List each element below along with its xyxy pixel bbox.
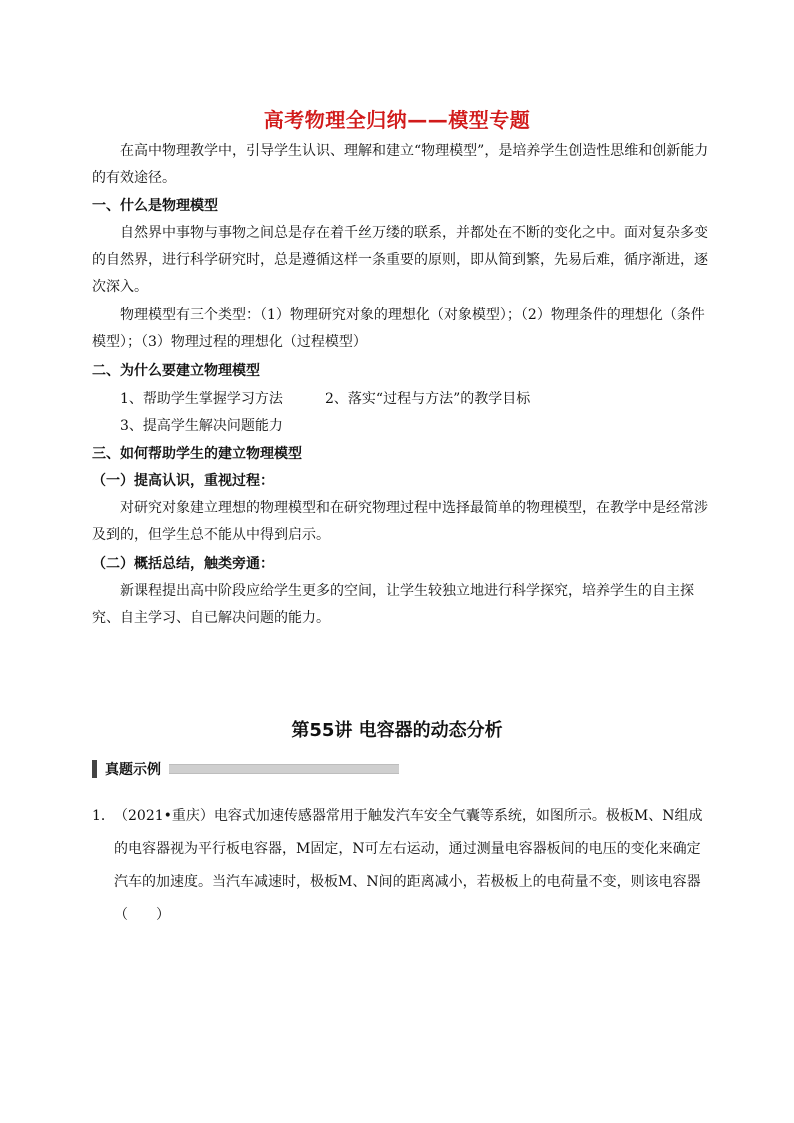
section-2-item-2: 2、落实“过程与方法”的教学目标 [325, 391, 531, 407]
lecture-title: 第55讲 电容器的动态分析 [291, 720, 503, 741]
question-text: （2021•重庆）电容式加速传感器常用于触发汽车安全气囊等系统，如图所示。极板M、N组成的电容器视为平行板电容器，M固定，N可左右运动，通过测量电容器板间的电压的变化来确定汽车的加速度。当汽车减速时，极板M、N间的距离减小，若极板上的电荷量不变，则该电容器（ ） [114, 808, 703, 923]
section-tag-bar [92, 760, 97, 778]
section-2-item-1: 1、帮助学生掌握学习方法 [120, 391, 283, 407]
document-title: 高考物理全归纳——模型专题 [263, 108, 531, 132]
question-number: 1． [92, 808, 115, 824]
section-3-sub-2-paragraph: 新课程提出高中阶段应给学生更多的空间，让学生较独立地进行科学探究，培养学生的自主探究、自主学习、自已解决问题的能力。 [92, 583, 694, 626]
section-3-sub-1-heading: （一）提高认识，重视过程： [92, 473, 274, 489]
section-1-paragraph-2: 物理模型有三个类型：（1）物理研究对象的理想化（对象模型）；（2）物理条件的理想化（条件模型）；（3）物理过程的理想化（过程模型） [92, 307, 705, 350]
question-1 [92, 800, 712, 932]
section-tag-rule [169, 764, 399, 774]
section-tag-label: 真题示例 [105, 762, 161, 778]
section-2-item-3: 3、提高学生解决问题能力 [120, 418, 283, 434]
section-3-sub-2-heading: （二）概括总结，触类旁通： [92, 556, 274, 572]
section-1-paragraph-1: 自然界中事物与事物之间总是存在着千丝万缕的联系，并都处在不断的变化之中。面对复杂多变的自然界，进行科学研究时，总是遵循这样一条重要的原则，即从简到繁，先易后难，循序渐进，逐次深入。 [92, 225, 708, 295]
section-tag [92, 758, 399, 780]
section-3-sub-1-paragraph: 对研究对象建立理想的物理模型和在研究物理过程中选择最简单的物理模型，在教学中是经常涉及到的，但学生总不能从中得到启示。 [92, 500, 708, 543]
section-1-heading: 一、什么是物理模型 [92, 198, 218, 214]
intro-paragraph: 在高中物理教学中，引导学生认识、理解和建立“物理模型”，是培养学生创造性思维和创新能力的有效途径。 [92, 143, 709, 186]
section-3-heading: 三、如何帮助学生的建立物理模型 [92, 446, 302, 462]
section-2-heading: 二、为什么要建立物理模型 [92, 363, 260, 379]
